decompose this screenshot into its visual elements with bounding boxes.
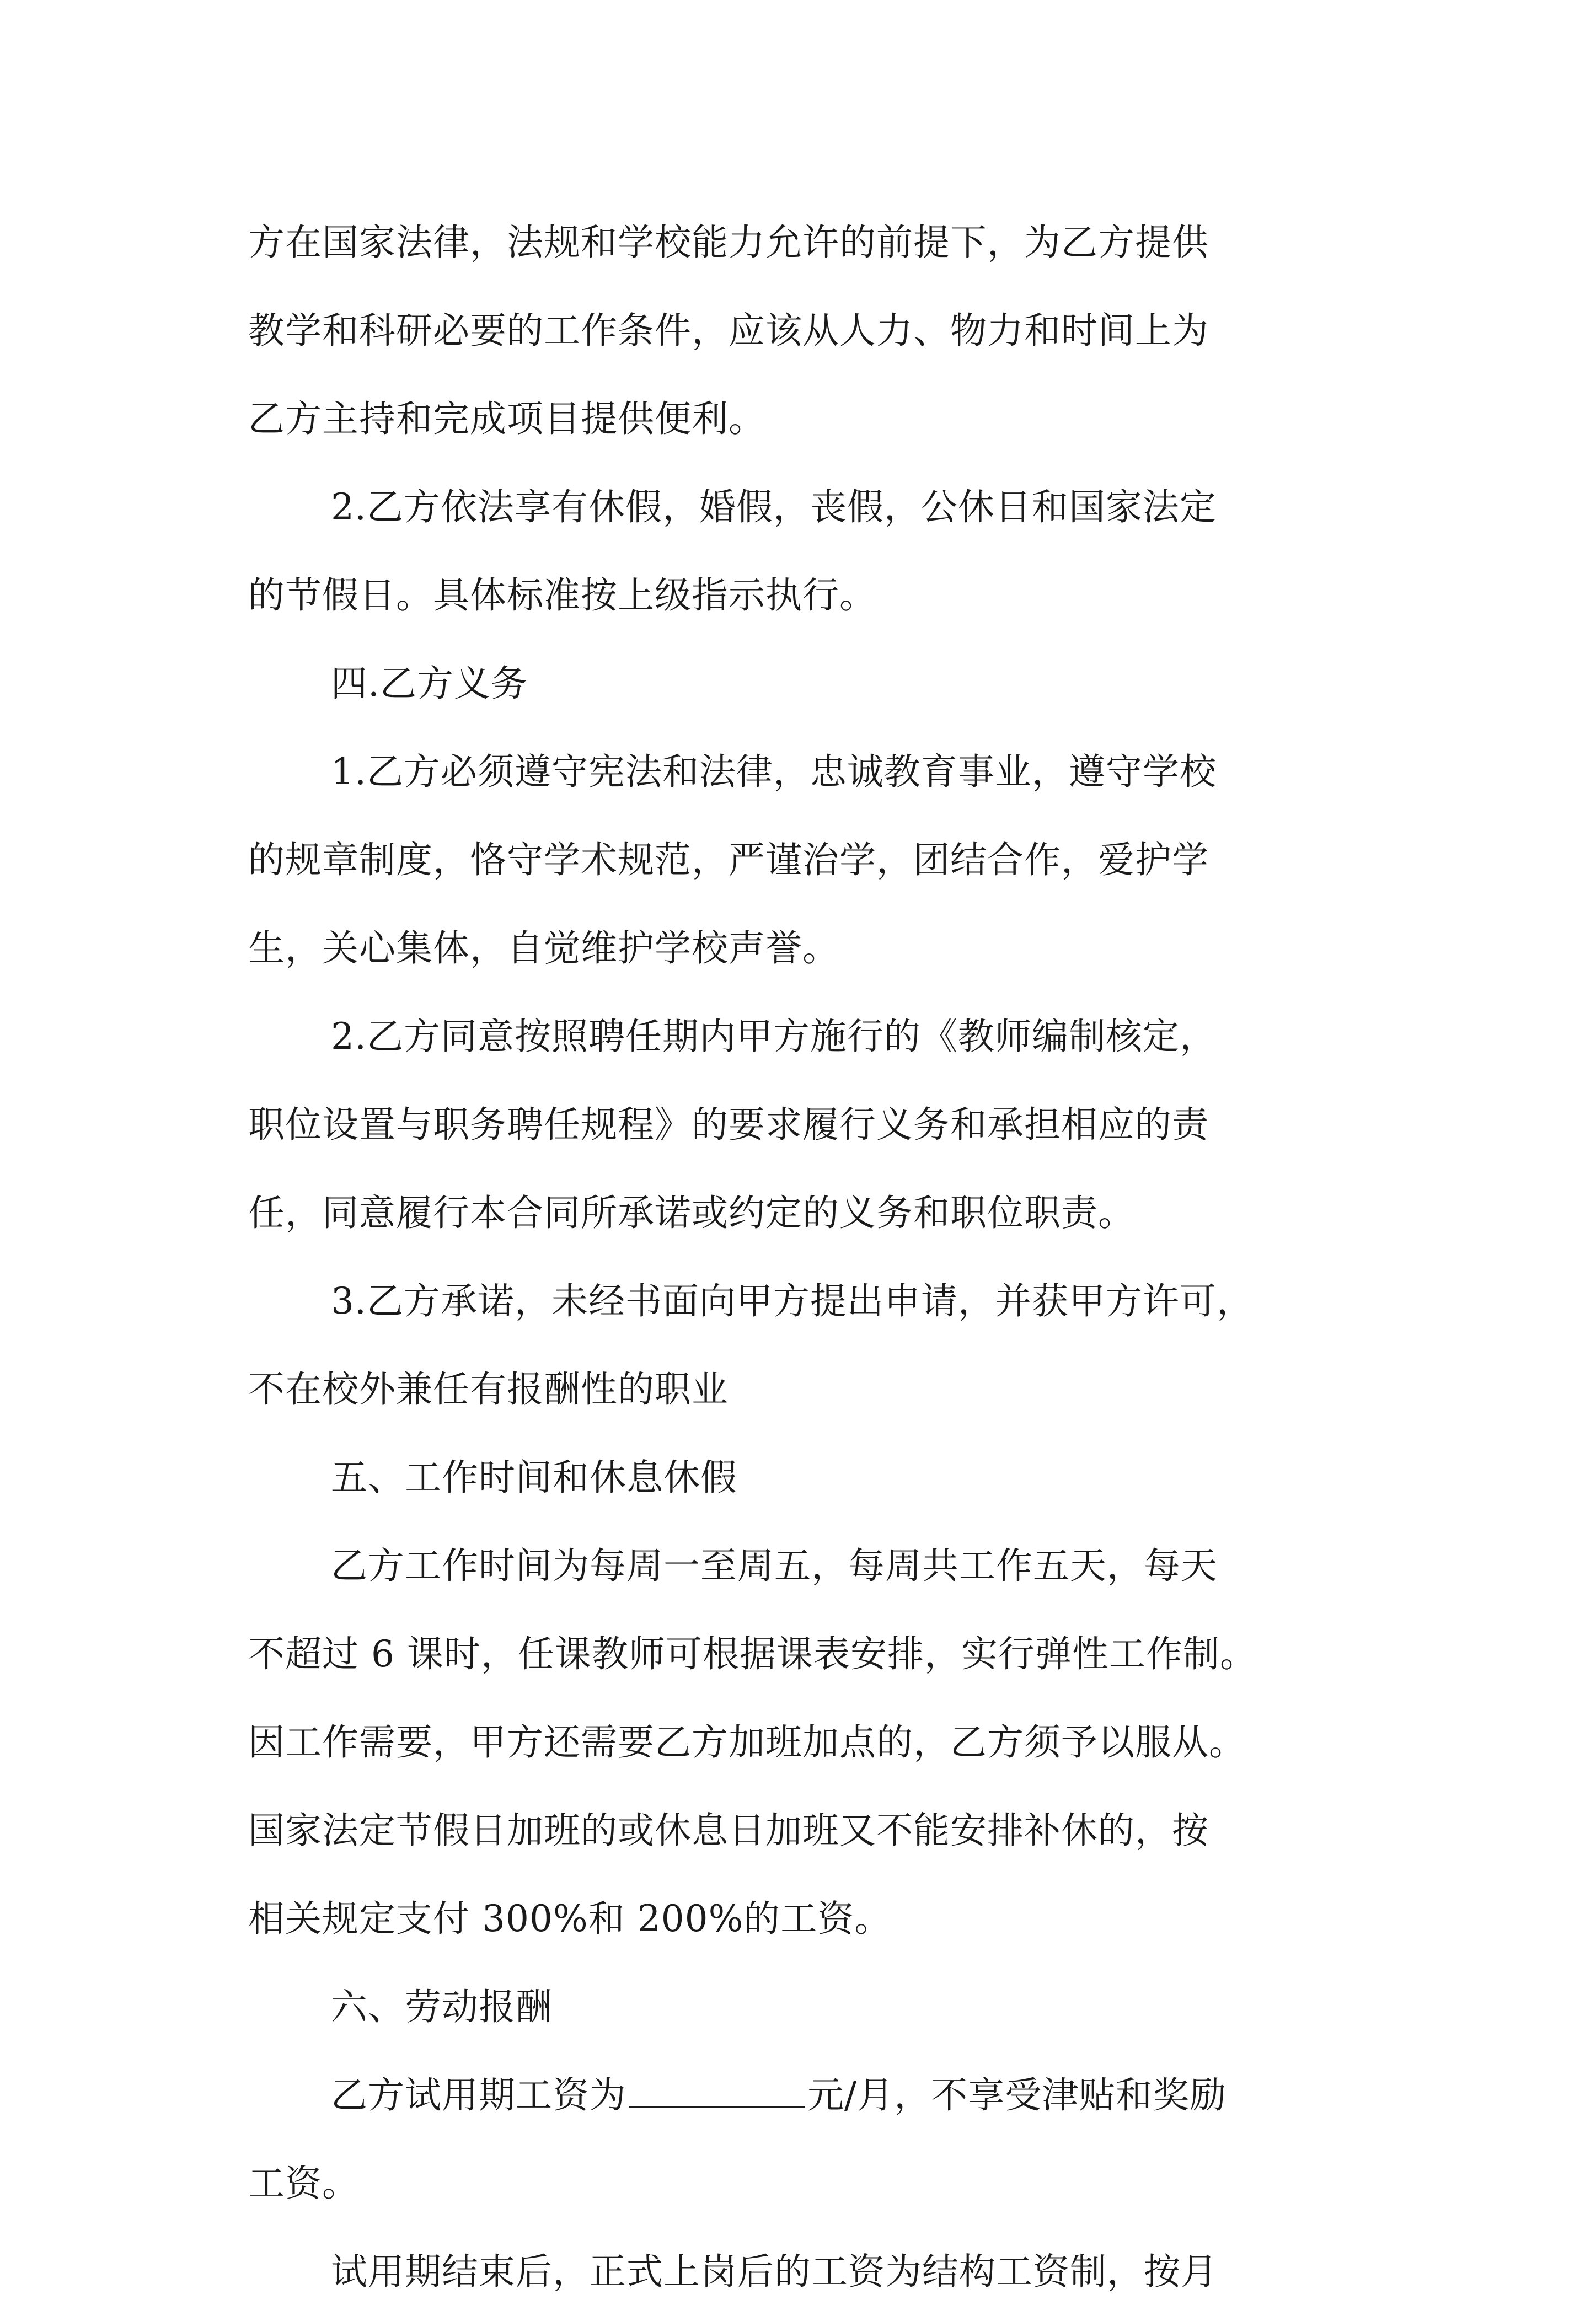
paragraph-line: 教学和科研必要的工作条件，应该从人力、物力和时间上为 xyxy=(248,309,1209,352)
paragraph-line: 不超过 6 课时，任课教师可根据课表安排，实行弹性工作制。 xyxy=(248,1633,1257,1675)
paragraph-line: 国家法定节假日加班的或休息日加班又不能安排补休的，按 xyxy=(248,1809,1209,1852)
salary-blank-field[interactable] xyxy=(629,2073,805,2108)
section-heading: 四.乙方义务 xyxy=(331,662,528,705)
paragraph-line: 的节假日。具体标准按上级指示执行。 xyxy=(248,574,876,616)
paragraph-line: 职位设置与职务聘任规程》的要求履行义务和承担相应的责 xyxy=(248,1103,1209,1146)
paragraph-line: 1.乙方必须遵守宪法和法律，忠诚教育事业，遵守学校 xyxy=(331,750,1217,793)
paragraph-line: 乙方工作时间为每周一至周五，每周共工作五天，每天 xyxy=(331,1545,1218,1587)
paragraph-line: 相关规定支付 300%和 200%的工资。 xyxy=(248,1897,892,1940)
paragraph-line: 试用期结束后，正式上岗后的工资为结构工资制，按月 xyxy=(331,2250,1218,2293)
paragraph-line: 任，同意履行本合同所承诺或约定的义务和职位职责。 xyxy=(248,1192,1135,1234)
paragraph-line: 方在国家法律，法规和学校能力允许的前提下，为乙方提供 xyxy=(248,221,1209,264)
paragraph-line: 不在校外兼任有报酬性的职业 xyxy=(248,1368,729,1411)
contract-body-text xyxy=(248,199,1379,2316)
paragraph-line: 3.乙方承诺，未经书面向甲方提出申请，并获甲方许可， xyxy=(331,1280,1254,1322)
paragraph-line: 2.乙方依法享有休假，婚假，丧假，公休日和国家法定 xyxy=(331,486,1217,528)
paragraph-line: 2.乙方同意按照聘任期内甲方施行的《教师编制核定， xyxy=(331,1015,1217,1058)
paragraph-line xyxy=(248,2051,1379,2140)
paragraph-line: 工资。 xyxy=(248,2162,359,2205)
salary-unit-text: 元/月，不享受津贴和奖励 xyxy=(807,2074,1227,2116)
section-heading: 五、工作时间和休息休假 xyxy=(331,1456,737,1499)
paragraph-line: 乙方主持和完成项目提供便利。 xyxy=(248,398,765,440)
paragraph-line: 的规章制度，恪守学术规范，严谨治学，团结合作，爱护学 xyxy=(248,839,1209,881)
section-heading: 六、劳动报酬 xyxy=(331,1986,553,2028)
paragraph-line: 因工作需要，甲方还需要乙方加班加点的，乙方须予以服从。 xyxy=(248,1721,1246,1763)
salary-label: 乙方试用期工资为 xyxy=(331,2074,626,2116)
paragraph-line: 生，关心集体，自觉维护学校声誉。 xyxy=(248,927,839,969)
